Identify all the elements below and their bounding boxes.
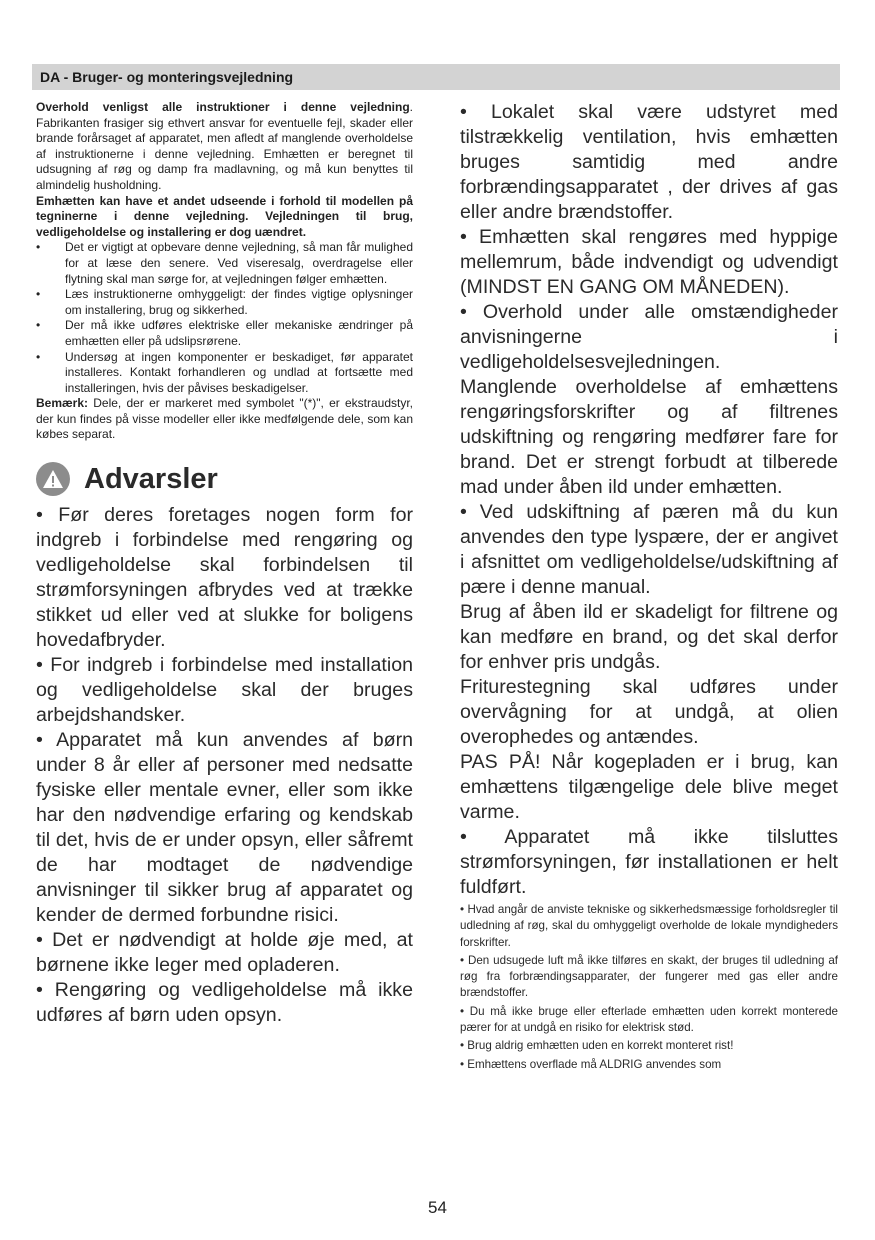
warning-paragraph: • Apparatet må kun anvendes af børn under 8 år eller af personer med nedsatte fysiske eller mentale evner, eller som ikke har den nødvendige erfaring og kendskab til det, hvis de er under opsyn, eller såfremt de har modtaget de nødvendige anvisninger til sikker brug af apparatet og kender de dermed forbundne risici. [36,729,413,927]
note-label: Bemærk: [36,396,89,411]
intro-bold-paragraph: Emhætten kan have et andet udseende i forhold til modellen på tegninerne i denne vejledning. Vejledningen til brug, vedligeholdelse og installering er dog uændret. [36,193,413,239]
list-item: • Undersøg at ingen komponenter er beskadiget, før apparatet installeres. Kontakt forhandleren og undlad at fortsætte med installeringen, hvis der påvises beskadigelser. [36,349,413,395]
warnings-title: Advarsler [84,462,218,495]
bullet-marker: • [36,287,41,302]
page-number: 54 [428,1198,447,1217]
warning-paragraph: • Emhætten skal rengøres med hyppige mellemrum, både indvendigt og udvendigt (MINDST EN GANG OM MÅNEDEN). [460,226,838,298]
list-item: • Det er vigtigt at opbevare denne vejledning, så man får mulighed for at læse den senere. Ved viseresalg, overdragelse eller flytning skal man sørge for, at vejledningen følger emhætten. [36,240,413,286]
warning-paragraph: • Rengøring og vedligeholdelse må ikke udføres af børn uden opsyn. [36,979,413,1027]
intro-bold-lead: Overhold venligst alle instruktioner i denne vejledning [36,100,410,114]
warning-paragraph: • Overhold under alle omstændigheder anvisningerne i vedligeholdelsesvejledningen. [460,301,838,373]
warning-paragraph: • Før deres foretages nogen form for indgreb i forbindelse med rengøring og vedligeholdelse skal forbindelsen til strømforsyningen afbrydes ved at trække stikket ud eller ved at slukke for boligens hovedafbryder. [36,504,413,652]
warning-paragraph: • Det er nødvendigt at holde øje med, at børnene ikke leger med opladeren. [36,929,413,977]
intro-paragraph [36,100,413,194]
section-header-title: DA - Bruger- og monteringsvejledning [40,69,294,85]
warning-paragraph: • Ved udskiftning af pæren må du kun anvendes den type lyspære, der er angivet i afsnittet om vedligeholdelse/udskiftning af pære i denne manual. [460,501,838,598]
right-column [460,100,838,1073]
warning-paragraph: Friturestegning skal udføres under overvågning for at undgå, at olien overophedes og antændes. [460,676,838,748]
warning-triangle-icon [36,462,70,496]
note-paragraph: Bemærk: Dele, der er markeret med symbolet "(*)", er ekstraudstyr, der kun findes på visse modeller eller ikke medfølgende dele, som kan købes separat. [36,396,413,442]
warning-paragraph: • Apparatet må ikke tilsluttes strømforsyningen, før installationen er helt fuldført. [460,826,838,898]
warning-paragraph: PAS PÅ! Når kogepladen er i brug, kan emhættens tilgængelige dele blive meget varme. [460,751,838,823]
intro-lead-rest: . Fabrikanten frasiger sig ethvert ansvar for eventuelle fejl, skader eller brande forårsaget af apparatet, men afledt af manglende overholdelse af instruktionerne i denne vejledning. Emhætten er beregnet til udsugning af røg og damp fra madlavning, og må kun benyttes til almindelig husholdning. [36,100,413,192]
list-item: • Læs instruktionerne omhyggeligt: der findes vigtige oplysninger om installering, brug og sikkerhed. [36,287,413,317]
intro-bullet-list [36,240,413,396]
fine-print-paragraph: • Du må ikke bruge eller efterlade emhætten uden korrekt monterede pærer for at undgå en risiko for elektrisk stød. [460,1004,838,1035]
warning-paragraph: Manglende overholdelse af emhættens rengøringsforskrifter og af filtrenes udskiftning og rengøring medfører fare for brand. Det er strengt forbudt at tilberede mad under åben ild under emhætten. [460,376,838,498]
fine-print-paragraph: • Hvad angår de anviste tekniske og sikkerhedsmæssige forholdsregler til udledning af røg, skal du omhyggeligt overholde de lokale myndigheders forskrifter. [460,903,838,949]
fine-print-paragraph: • Den udsugede luft må ikke tilføres en skakt, der bruges til udledning af røg fra forbrændingsapparater, der fungerer med gas eller andre brændstoffer. [460,953,838,1000]
bullet-marker: • [36,240,41,255]
bullet-marker: • [36,318,41,333]
warnings-heading [36,459,413,499]
left-column [36,100,413,1028]
bullet-marker: • [36,349,41,364]
fine-print-paragraph: • Brug aldrig emhætten uden en korrekt monteret rist! [460,1039,734,1053]
warning-paragraph: Brug af åben ild er skadeligt for filtrene og kan medføre en brand, og det skal derfor for enhver pris undgås. [460,601,838,673]
fine-print-paragraph: • Emhættens overflade må ALDRIG anvendes som [460,1057,722,1071]
list-item: • Der må ikke udføres elektriske eller mekaniske ændringer på emhætten eller på udslipsrørene. [36,318,413,348]
warning-paragraph: • Lokalet skal være udstyret med tilstrækkelig ventilation, hvis emhætten bruges samtidig med andre forbrændingsapparatet , der drives af gas eller andre brændstoffer. [460,101,838,223]
warning-paragraph: • For indgreb i forbindelse med installation og vedligeholdelse skal der bruges arbejdshandsker. [36,654,413,727]
section-header [32,64,840,90]
